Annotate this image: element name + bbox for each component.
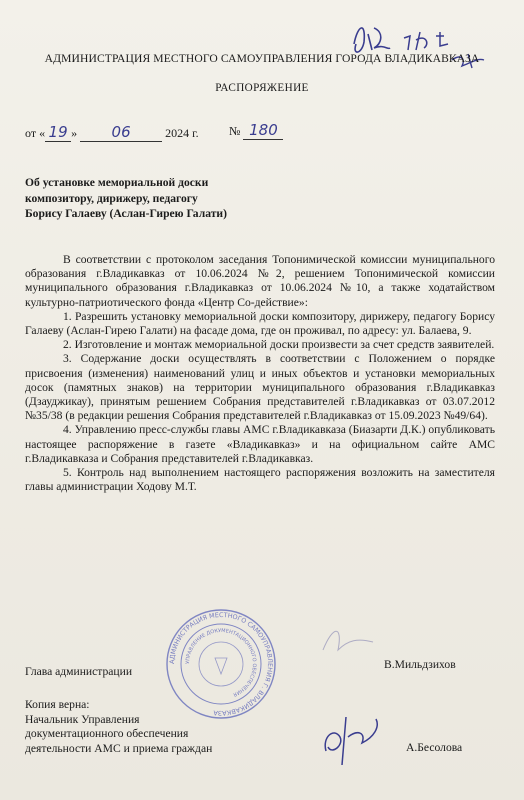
copy-line: документационного обеспечения [25,727,189,741]
head-position: Глава администрации [25,665,133,678]
date-prefix: от « [25,126,46,140]
organization-header: АДМИНИСТРАЦИЯ МЕСТНОГО САМОУПРАВЛЕНИЯ ГОРОДА ВЛАДИКАВКАЗА [44,52,480,65]
svg-text:УПРАВЛЕНИЕ ДОКУМЕНТАЦИОННОГО О [185,628,257,697]
order-item-1: 1. Разрешить установку мемориальной доски композитору, дирижеру, педагогу Борису Галаеву (Аслан-Гирею Галати) на фасаде дома, где он проживал, по адресу: ул. Балаева, 9. [25,309,495,338]
copy-label: Копия верна: [25,698,90,711]
copy-signer-name: А.Бесолова [406,741,463,754]
head-signature [318,620,378,660]
order-item-2: 2. Изготовление и монтаж мемориальной доски произвести за счет средств заявителей. [63,338,495,352]
order-number [229,121,283,140]
copy-certification [25,698,212,756]
copy-line: Начальник Управления [25,712,140,726]
date-day-value: 19 [48,123,68,141]
stamp-inner-text: УПРАВЛЕНИЕ ДОКУМЕНТАЦИОННОГО ОБЕСПЕЧЕНИЯ [184,627,258,698]
number-field [243,121,283,140]
date-day [45,123,71,142]
date-month-value: 06 [111,123,131,141]
title-line: Об установке мемориальной доски [25,176,209,189]
document-title [25,175,227,222]
number-value: 180 [249,121,278,139]
handwritten-resolution [344,14,494,74]
title-line: композитору, дирижеру, педагогу [25,191,198,205]
number-label: № [229,124,241,138]
title-line: Борису Галаеву (Аслан-Гирею Галати) [25,207,227,220]
date-year: 2024 г. [165,126,199,140]
date-month [80,123,162,142]
head-name: В.Мильдзихов [384,658,456,671]
stamp-outer-text: АДМИНИСТРАЦИЯ МЕСТНОГО САМОУПРАВЛЕНИЯ Г. ВЛАДИКАВКАЗА [167,610,275,718]
document-body [25,253,495,494]
order-item-5: 5. Контроль над выполнением настоящего распоряжения возложить на заместителя главы администрации Ходову М.Т. [25,466,495,494]
document-type: РАСПОРЯЖЕНИЕ [215,82,309,94]
copy-signature [318,707,398,771]
preamble-paragraph: В соответствии с протоколом заседания Топонимической комиссии муниципального образования г.Владикавказ от 10.06.2024 №2, решением Топонимической комиссии муниципального образования г.Владикавказ от 10.06.2024 №10, а также ходатайством культурно-патриотического фонда «Центр Со-действие»: [25,253,495,309]
copy-line: деятельности АМС и приема граждан [25,741,213,755]
date-mid: » [71,126,78,140]
order-item-4: 4. Управлению пресс-службы главы АМС г.Владикавказа (Биазарти Д.К.) опубликовать настоящее распоряжение в газете «Владикавказ» и на официальном сайте АМС г.Владикавказа и Собрания представителей г.Владикавказ. [25,423,495,465]
order-date [25,123,199,142]
order-item-3: 3. Содержание доски осуществлять в соответствии с Положением о порядке присвоения (изменения) наименований улиц и иных объектов и установки мемориальных досок (памятных знаков) на территории муниципального образования г.Владикавказ (Дзауджикау), принятым решением Собрания представителей г.Владикавказ от 03.07.2012 №35/38 (в редакции решения Собрания представителей г.Владикавказ от 15.09.2023 №49/64). [25,352,495,423]
